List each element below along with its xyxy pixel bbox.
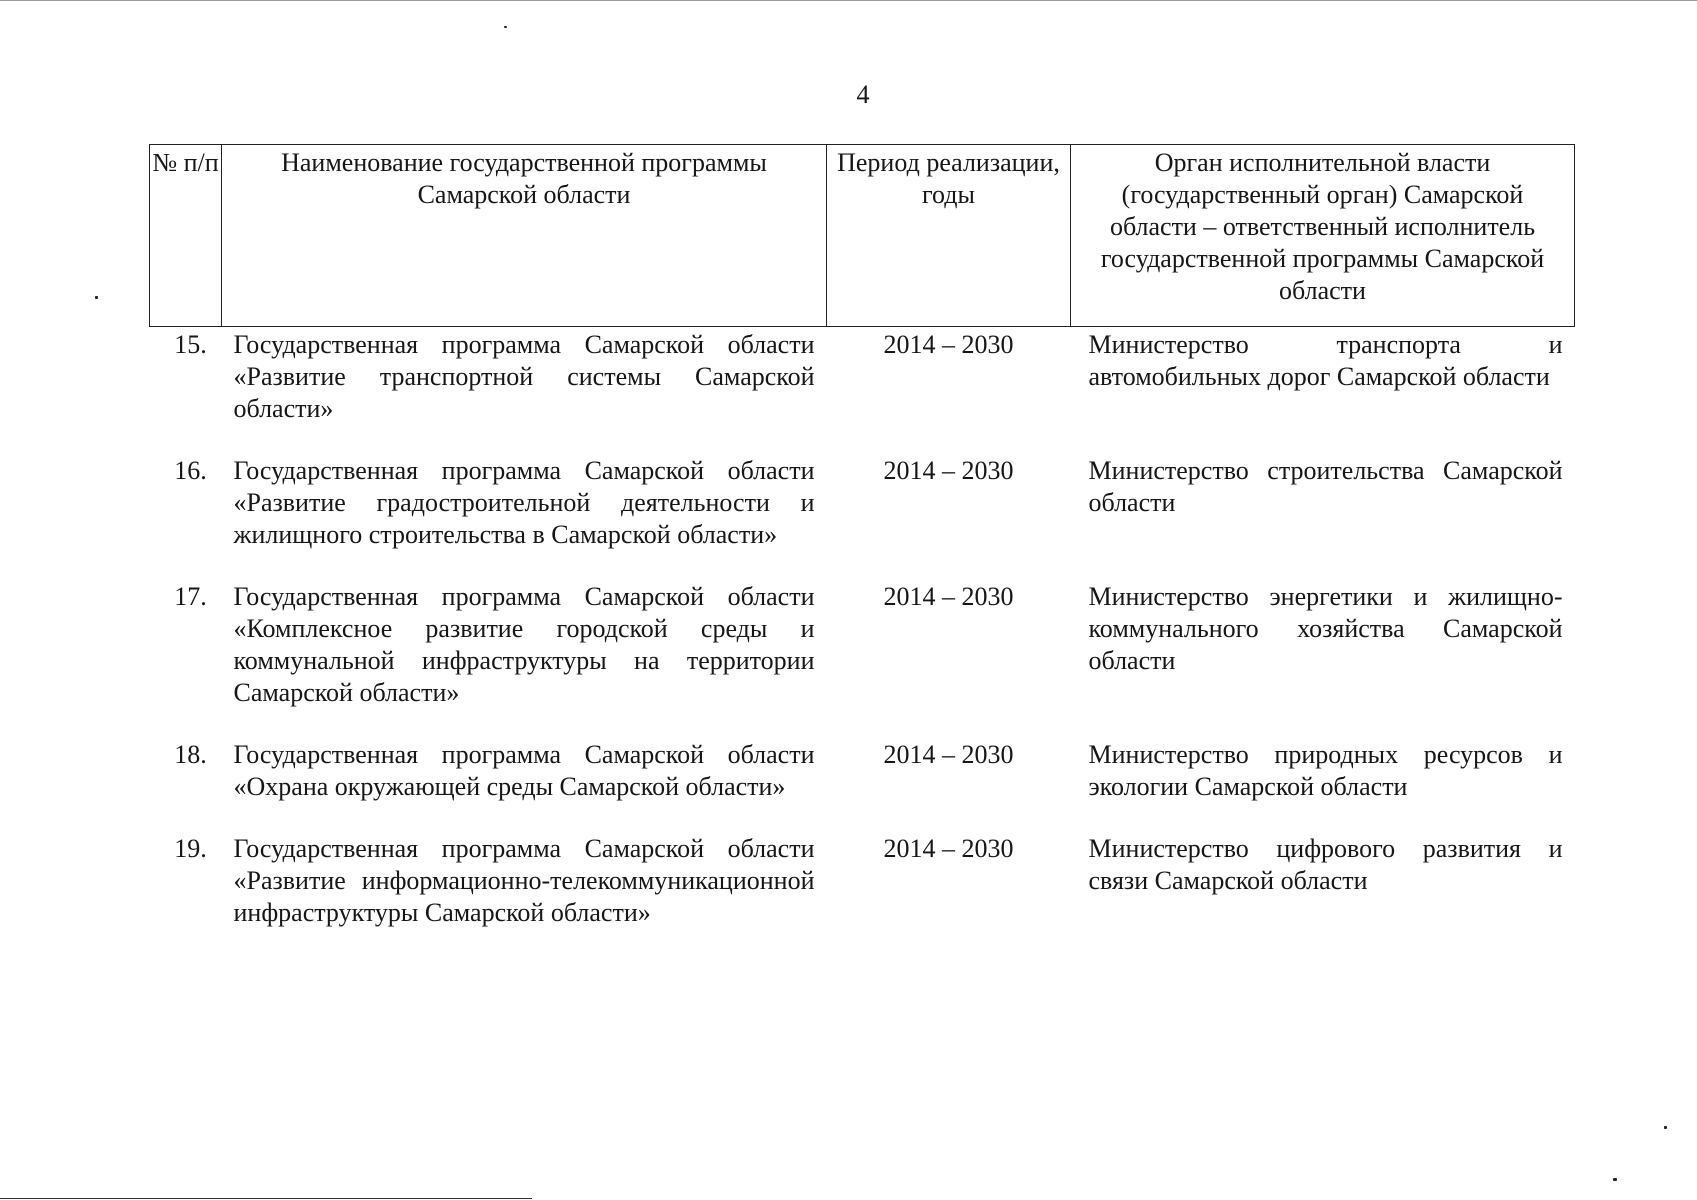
scan-speck: [95, 296, 98, 299]
row-number: 16.: [174, 456, 207, 485]
program-name: Государственная программа Самарской области «Комплексное развитие городской среды и коммунальной инфраструктуры на территории Самарской области»: [233, 582, 815, 707]
program-name: Государственная программа Самарской области «Развитие градостроительной деятельности и жилищного строительства в Самарской области»: [233, 456, 815, 549]
program-name: Государственная программа Самарской области «Охрана окружающей среды Самарской области»: [233, 740, 815, 801]
program-period: 2014 – 2030: [883, 582, 1014, 611]
header-responsible-organ: Орган исполнительной власти (государственный орган) Самарской области – ответственный исполнитель государственной программы Самарской области: [1071, 145, 1575, 327]
table-row: [150, 737, 1575, 831]
row-number: 18.: [174, 740, 207, 769]
table-header-row: [150, 145, 1575, 327]
program-period: 2014 – 2030: [883, 330, 1014, 359]
responsible-organ: Министерство природных ресурсов и экологии Самарской области: [1088, 740, 1563, 801]
scan-speck: [504, 26, 507, 28]
program-name: Государственная программа Самарской области «Развитие транспортной системы Самарской области»: [233, 330, 815, 423]
header-period: Период реализации, годы: [827, 145, 1071, 327]
scan-speck: [1613, 1178, 1617, 1181]
table-row: [150, 831, 1575, 957]
table-row: [150, 453, 1575, 579]
responsible-organ: Министерство энергетики и жилищно-коммунального хозяйства Самарской области: [1088, 582, 1563, 675]
program-name: Государственная программа Самарской области «Развитие информационно-телекоммуникационной инфраструктуры Самарской области»: [233, 834, 815, 927]
program-period: 2014 – 2030: [883, 834, 1014, 863]
scan-edge-bottom: [0, 1198, 532, 1199]
row-number: 17.: [174, 582, 207, 611]
table-row: [150, 579, 1575, 737]
table-row: [150, 327, 1575, 454]
programs-table: [149, 144, 1575, 957]
responsible-organ: Министерство строительства Самарской области: [1088, 456, 1563, 517]
responsible-organ: Министерство цифрового развития и связи Самарской области: [1088, 834, 1563, 895]
responsible-organ: Министерство транспорта и автомобильных дорог Самарской области: [1088, 330, 1563, 391]
row-number: 19.: [174, 834, 207, 863]
scan-speck: [1664, 1126, 1667, 1129]
page-number: 4: [856, 80, 870, 109]
program-period: 2014 – 2030: [883, 740, 1014, 769]
scan-edge-top: [0, 0, 1697, 1]
row-number: 15.: [174, 330, 207, 359]
header-program-name: Наименование государственной программы Самарской области: [222, 145, 827, 327]
program-period: 2014 – 2030: [883, 456, 1014, 485]
header-number: № п/п: [150, 145, 222, 327]
